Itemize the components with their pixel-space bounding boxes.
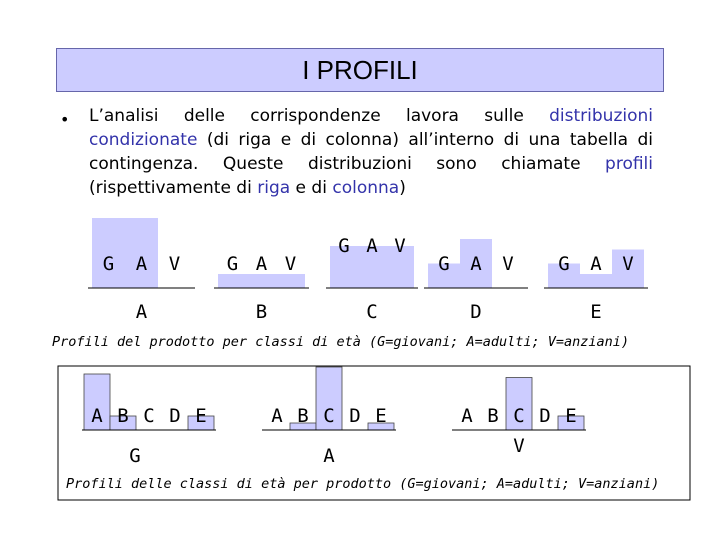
age-label-G: G — [226, 253, 239, 275]
age-label-G: G — [338, 235, 350, 257]
age-label-V: V — [168, 253, 181, 275]
product-label-C: C — [513, 405, 525, 427]
age-label-G: G — [558, 253, 570, 275]
text-2: (di riga e di colonna) all’interno di una tabella di contingenza. Queste distribuzioni sono chiamate — [89, 130, 653, 174]
product-label-B: B — [297, 405, 309, 427]
product-label-E: E — [195, 405, 207, 427]
text-1: L’analisi delle corrispondenze lavora sulle — [89, 106, 550, 126]
group-label-G: G — [129, 445, 141, 467]
product-label-E: E — [375, 405, 387, 427]
age-label-A: A — [470, 253, 482, 275]
column-profiles-caption: Profili delle classi di età per prodotto (G=giovani; A=adulti; V=anziani) — [66, 476, 660, 492]
group-label-A: A — [323, 445, 335, 467]
age-label-A: A — [366, 235, 378, 257]
product-label-D: D — [539, 405, 551, 427]
age-label-A: A — [255, 253, 268, 275]
product-label-E: E — [565, 405, 577, 427]
product-label-A: A — [461, 405, 473, 427]
group-label-V: V — [513, 435, 525, 457]
highlight-profili: profili — [605, 154, 653, 174]
highlight-colonna: colonna — [332, 178, 400, 198]
product-label-C: C — [143, 405, 155, 427]
age-label-A: A — [590, 253, 602, 275]
age-label-V: V — [502, 253, 514, 275]
product-label-D: D — [470, 301, 482, 323]
age-label-A: A — [135, 253, 148, 275]
product-label-C: C — [323, 405, 335, 427]
row-profiles-caption: Profili del prodotto per classi di età (G=giovani; A=adulti; V=anziani) — [52, 334, 630, 350]
highlight-distribuzioni: distribuzioni condizionate — [89, 106, 653, 150]
product-label-A: A — [271, 405, 283, 427]
highlight-riga: riga — [257, 178, 291, 198]
age-label-G: G — [102, 253, 115, 275]
product-label-B: B — [255, 301, 268, 323]
product-label-B: B — [487, 405, 499, 427]
product-label-B: B — [117, 405, 129, 427]
slide-title: I PROFILI — [56, 48, 664, 92]
product-label-D: D — [169, 405, 181, 427]
age-label-G: G — [438, 253, 450, 275]
product-label-C: C — [366, 301, 378, 323]
age-label-V: V — [394, 235, 406, 257]
product-label-A: A — [135, 301, 148, 323]
text-4: e di — [290, 178, 333, 198]
product-label-A: A — [91, 405, 103, 427]
bullet-marker: • — [60, 110, 70, 129]
product-label-E: E — [590, 301, 602, 323]
age-label-V: V — [284, 253, 297, 275]
product-label-D: D — [349, 405, 361, 427]
age-label-V: V — [622, 253, 634, 275]
text-3: (rispettivamente di — [89, 178, 258, 198]
text-5: ) — [399, 178, 406, 198]
